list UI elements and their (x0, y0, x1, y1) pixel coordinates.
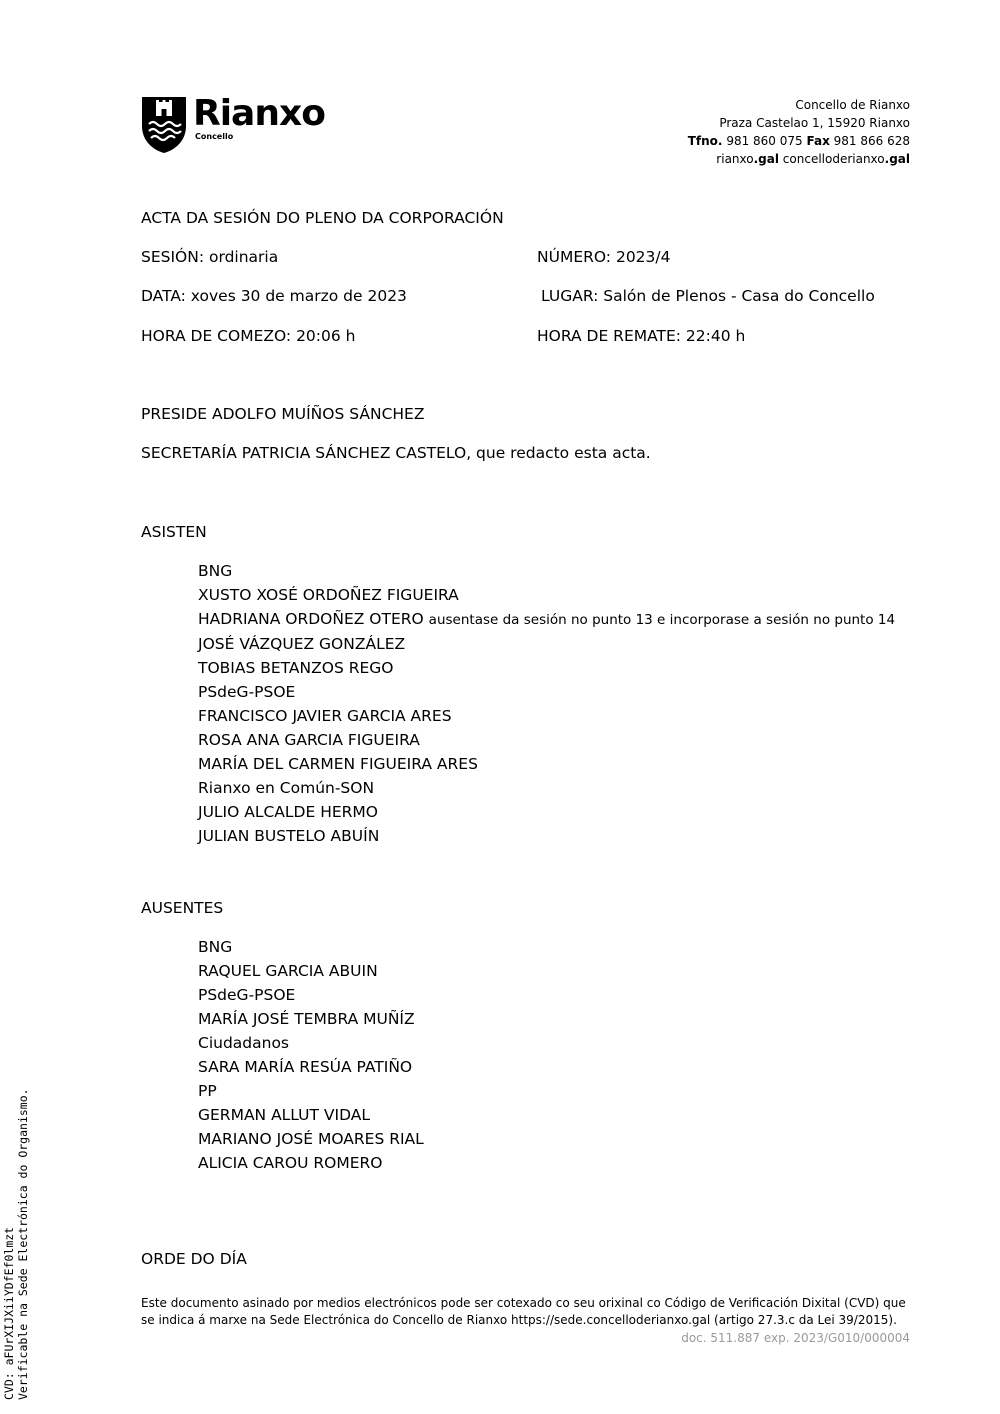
absentees-heading: AUSENTES (141, 899, 224, 917)
phone-number: 981 860 075 (726, 134, 803, 148)
agenda-heading: ORDE DO DÍA (141, 1250, 247, 1268)
list-item: PSdeG-PSOE (198, 683, 296, 701)
list-item: ALICIA CAROU ROMERO (198, 1154, 383, 1172)
list-item: JULIAN BUSTELO ABUÍN (198, 827, 380, 845)
list-item: SARA MARÍA RESÚA PATIÑO (198, 1058, 413, 1076)
list-item: XUSTO XOSÉ ORDOÑEZ FIGUEIRA (198, 586, 459, 604)
web-prefix: rianxo (716, 152, 754, 166)
contact-address: Praza Castelao 1, 15920 Rianxo (719, 116, 910, 130)
list-item: JOSÉ VÁZQUEZ GONZÁLEZ (198, 635, 406, 653)
concello-logo (141, 93, 346, 154)
list-item: BNG (198, 562, 233, 580)
list-item: TOBIAS BETANZOS REGO (198, 659, 394, 677)
list-item: RAQUEL GARCIA ABUIN (198, 962, 378, 980)
email-suffix: .gal (884, 152, 910, 166)
verification-notice: Este documento asinado por medios electrónicos pode ser cotexado co seu orixinal co Código de Verificación Dixital (CVD) que se indica á marxe na Sede Electrónica do Concello de Rianxo https://sede.concelloderianxo.gal (artigo 27.3.c da Lei 39/2015). (141, 1296, 906, 1327)
list-item: Ciudadanos (198, 1034, 290, 1052)
logo-wordmark: Rianxo (193, 93, 325, 134)
contact-name: Concello de Rianxo (795, 98, 910, 112)
attendees-list (198, 559, 895, 848)
web-suffix: .gal (753, 152, 779, 166)
verification-note: Verificable na Sede Electrónica do Organismo. (16, 1088, 30, 1400)
session-number: NÚMERO: 2023/4 (537, 248, 671, 266)
logo-subtext: Concello (195, 132, 234, 141)
email-prefix: concelloderianxo (782, 152, 885, 166)
session-type: SESIÓN: ordinaria (141, 248, 279, 266)
session-place: LUGAR: Salón de Plenos - Casa do Concello (541, 287, 875, 305)
fax-number: 981 866 628 (833, 134, 910, 148)
contact-phones (688, 132, 910, 150)
list-item: HADRIANA ORDOÑEZ OTERO ausentase da sesión no punto 13 e incorporase a sesión no punto 14 (198, 610, 896, 628)
margin-verification-text (2, 1088, 30, 1400)
list-item: PSdeG-PSOE (198, 986, 296, 1004)
end-time: HORA DE REMATE: 22:40 h (537, 327, 746, 345)
absentees-list (198, 935, 424, 1175)
list-item: FRANCISCO JAVIER GARCIA ARES (198, 707, 452, 725)
session-date: DATA: xoves 30 de marzo de 2023 (141, 287, 407, 305)
cvd-code: CVD: aFUrXIJXiiYDfEf0lmzt (2, 1226, 16, 1400)
contact-block (688, 96, 910, 168)
attendance-note: ausentase da sesión no punto 13 e incorporase a sesión no punto 14 (428, 612, 896, 628)
list-item: MARIANO JOSÉ MOARES RIAL (198, 1130, 424, 1148)
list-item: MARÍA DEL CARMEN FIGUEIRA ARES (198, 755, 478, 773)
list-item: PP (198, 1082, 217, 1100)
coat-of-arms-icon (141, 96, 187, 154)
list-item: MARÍA JOSÉ TEMBRA MUÑÍZ (198, 1010, 415, 1028)
list-item: Rianxo en Común-SON (198, 779, 375, 797)
document-reference: doc. 511.887 exp. 2023/G010/000004 (681, 1331, 910, 1345)
phone-label: Tfno. (687, 134, 723, 148)
list-item: ROSA ANA GARCIA FIGUEIRA (198, 731, 420, 749)
fax-label: Fax (806, 134, 830, 148)
email-link[interactable] (783, 152, 910, 166)
contact-web (688, 150, 910, 168)
web-link[interactable] (716, 152, 779, 166)
list-item: GERMAN ALLUT VIDAL (198, 1106, 370, 1124)
document-title: ACTA DA SESIÓN DO PLENO DA CORPORACIÓN (141, 209, 504, 227)
list-item: JULIO ALCALDE HERMO (198, 803, 378, 821)
list-item: BNG (198, 938, 233, 956)
secretary: SECRETARÍA PATRICIA SÁNCHEZ CASTELO, que redacto esta acta. (141, 444, 651, 462)
president: PRESIDE ADOLFO MUÍÑOS SÁNCHEZ (141, 405, 425, 423)
attendees-heading: ASISTEN (141, 523, 207, 541)
start-time: HORA DE COMEZO: 20:06 h (141, 327, 356, 345)
